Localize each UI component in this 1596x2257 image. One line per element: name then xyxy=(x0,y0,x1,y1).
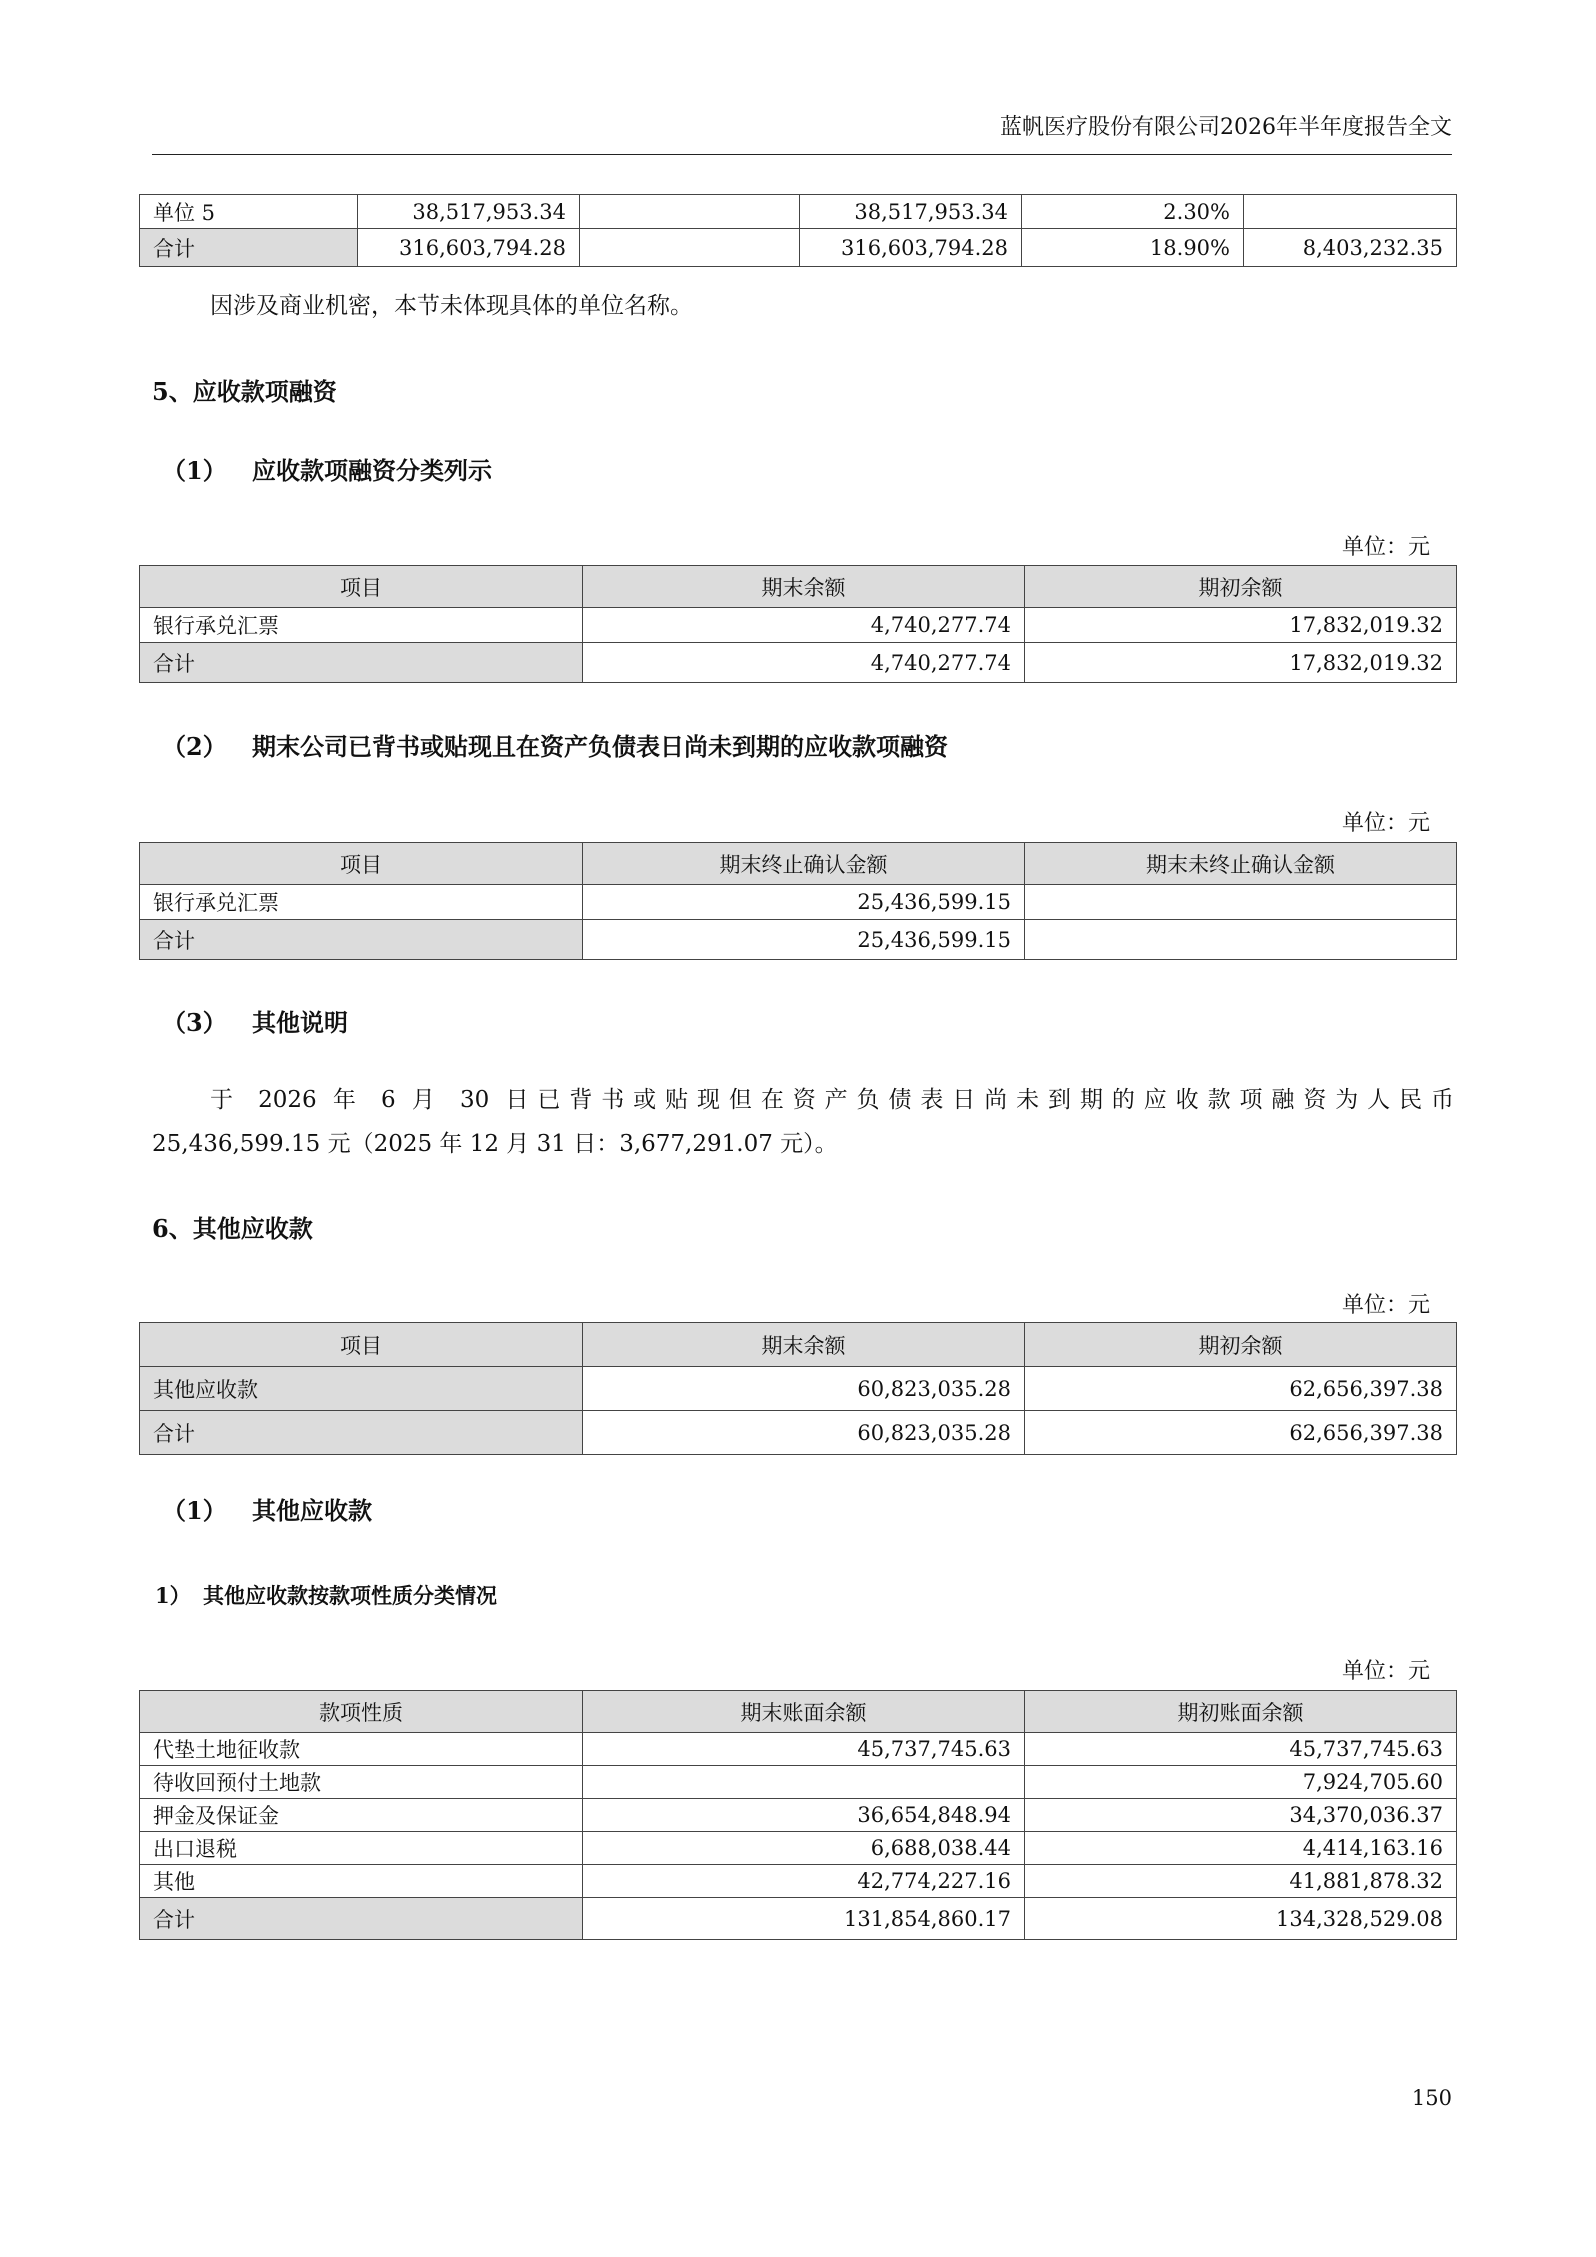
table-row xyxy=(140,195,1457,229)
table-header-row xyxy=(140,1323,1457,1367)
table-row xyxy=(140,1865,1457,1898)
row-label: 单位 5 xyxy=(140,195,358,229)
page-number: 150 xyxy=(1411,2086,1452,2110)
cell: 42,774,227.16 xyxy=(583,1865,1025,1898)
cell: 60,823,035.28 xyxy=(583,1411,1025,1455)
row-label: 其他 xyxy=(140,1865,583,1898)
cell: 2.30% xyxy=(1022,195,1244,229)
table-header-row xyxy=(140,1691,1457,1733)
column-header: 期末余额 xyxy=(583,566,1025,608)
section-number: 1） xyxy=(155,1583,191,1608)
table-row xyxy=(140,1367,1457,1411)
section-6-1-1-title xyxy=(155,1580,497,1610)
column-header: 项目 xyxy=(140,1323,583,1367)
table-header-row xyxy=(140,843,1457,885)
section-5-1-title xyxy=(162,451,492,486)
cell xyxy=(580,229,800,267)
column-header: 款项性质 xyxy=(140,1691,583,1733)
row-label: 银行承兑汇票 xyxy=(140,608,583,643)
section-5-3-title xyxy=(162,1003,348,1038)
section-6-1-title xyxy=(162,1491,372,1526)
cell xyxy=(1244,195,1457,229)
cell: 4,414,163.16 xyxy=(1025,1832,1457,1865)
cell: 41,881,878.32 xyxy=(1025,1865,1457,1898)
cell xyxy=(583,1766,1025,1799)
section-text: 其他说明 xyxy=(252,1008,348,1037)
table-row xyxy=(140,643,1457,683)
row-label: 银行承兑汇票 xyxy=(140,885,583,920)
endorsed-bills-table xyxy=(139,842,1457,960)
section-number: （1） xyxy=(162,456,227,485)
column-header: 项目 xyxy=(140,566,583,608)
other-notes-line-2: 25,436,599.15 元（2025 年 12 月 31 日：3,677,291.07 元）。 xyxy=(152,1131,838,1157)
row-label: 合计 xyxy=(140,1898,583,1940)
row-label: 其他应收款 xyxy=(140,1367,583,1411)
row-label: 待收回预付土地款 xyxy=(140,1766,583,1799)
cell: 131,854,860.17 xyxy=(583,1898,1025,1940)
cell: 25,436,599.15 xyxy=(583,920,1025,960)
cell xyxy=(1025,885,1457,920)
cell: 62,656,397.38 xyxy=(1025,1367,1457,1411)
note-paragraph: 因涉及商业机密，本节未体现具体的单位名称。 xyxy=(210,293,693,319)
receivables-financing-table xyxy=(139,565,1457,683)
cell: 4,740,277.74 xyxy=(583,608,1025,643)
cell: 134,328,529.08 xyxy=(1025,1898,1457,1940)
row-label: 代垫土地征收款 xyxy=(140,1733,583,1766)
column-header: 期末余额 xyxy=(583,1323,1025,1367)
cell: 8,403,232.35 xyxy=(1244,229,1457,267)
table-row xyxy=(140,920,1457,960)
section-5-2-title xyxy=(162,727,948,762)
section-text: 期末公司已背书或贴现且在资产负债表日尚未到期的应收款项融资 xyxy=(252,732,948,761)
page-header xyxy=(152,108,1452,155)
cell: 6,688,038.44 xyxy=(583,1832,1025,1865)
cell: 36,654,848.94 xyxy=(583,1799,1025,1832)
row-label: 合计 xyxy=(140,920,583,960)
unit-label: 单位：元 xyxy=(1341,1659,1430,1684)
section-number: （1） xyxy=(162,1496,227,1525)
column-header: 期初余额 xyxy=(1025,566,1457,608)
unit-label: 单位：元 xyxy=(1341,1293,1430,1318)
cell: 60,823,035.28 xyxy=(583,1367,1025,1411)
column-header: 项目 xyxy=(140,843,583,885)
cell: 7,924,705.60 xyxy=(1025,1766,1457,1799)
column-header: 期初账面余额 xyxy=(1025,1691,1457,1733)
table-row xyxy=(140,1799,1457,1832)
section-number: （3） xyxy=(162,1008,227,1037)
receivables-by-nature-table xyxy=(139,1690,1457,1940)
cell xyxy=(1025,920,1457,960)
row-label: 合计 xyxy=(140,229,358,267)
cell xyxy=(580,195,800,229)
section-6-title: 6、其他应收款 xyxy=(152,1214,313,1243)
other-notes-line-1: 于 2026 年 6 月 30 日已背书或贴现但在资产负债表日尚未到期的应收款项融资为人民币 xyxy=(210,1087,1454,1113)
column-header: 期末账面余额 xyxy=(583,1691,1025,1733)
section-number: （2） xyxy=(162,732,227,761)
cell: 62,656,397.38 xyxy=(1025,1411,1457,1455)
cell: 316,603,794.28 xyxy=(800,229,1022,267)
top-table xyxy=(139,194,1457,267)
cell: 45,737,745.63 xyxy=(1025,1733,1457,1766)
cell: 34,370,036.37 xyxy=(1025,1799,1457,1832)
cell: 25,436,599.15 xyxy=(583,885,1025,920)
unit-label: 单位：元 xyxy=(1341,535,1430,560)
cell: 38,517,953.34 xyxy=(358,195,580,229)
table-row xyxy=(140,1733,1457,1766)
cell: 316,603,794.28 xyxy=(358,229,580,267)
cell: 4,740,277.74 xyxy=(583,643,1025,683)
cell: 45,737,745.63 xyxy=(583,1733,1025,1766)
table-header-row xyxy=(140,566,1457,608)
section-text: 其他应收款 xyxy=(252,1496,372,1525)
other-receivables-table xyxy=(139,1322,1457,1455)
table-row xyxy=(140,885,1457,920)
header-title: 蓝帆医疗股份有限公司2026年半年度报告全文 xyxy=(1000,115,1452,140)
section-text: 其他应收款按款项性质分类情况 xyxy=(203,1583,497,1608)
table-row xyxy=(140,1411,1457,1455)
cell: 17,832,019.32 xyxy=(1025,608,1457,643)
column-header: 期末终止确认金额 xyxy=(583,843,1025,885)
row-label: 出口退税 xyxy=(140,1832,583,1865)
column-header: 期初余额 xyxy=(1025,1323,1457,1367)
table-row xyxy=(140,1832,1457,1865)
cell: 18.90% xyxy=(1022,229,1244,267)
row-label: 合计 xyxy=(140,1411,583,1455)
unit-label: 单位：元 xyxy=(1341,811,1430,836)
section-text: 应收款项融资分类列示 xyxy=(252,456,492,485)
table-row xyxy=(140,1766,1457,1799)
row-label: 合计 xyxy=(140,643,583,683)
table-row xyxy=(140,1898,1457,1940)
table-row xyxy=(140,608,1457,643)
column-header: 期末未终止确认金额 xyxy=(1025,843,1457,885)
cell: 38,517,953.34 xyxy=(800,195,1022,229)
cell: 17,832,019.32 xyxy=(1025,643,1457,683)
row-label: 押金及保证金 xyxy=(140,1799,583,1832)
section-5-title: 5、应收款项融资 xyxy=(152,377,337,406)
table-row xyxy=(140,229,1457,267)
